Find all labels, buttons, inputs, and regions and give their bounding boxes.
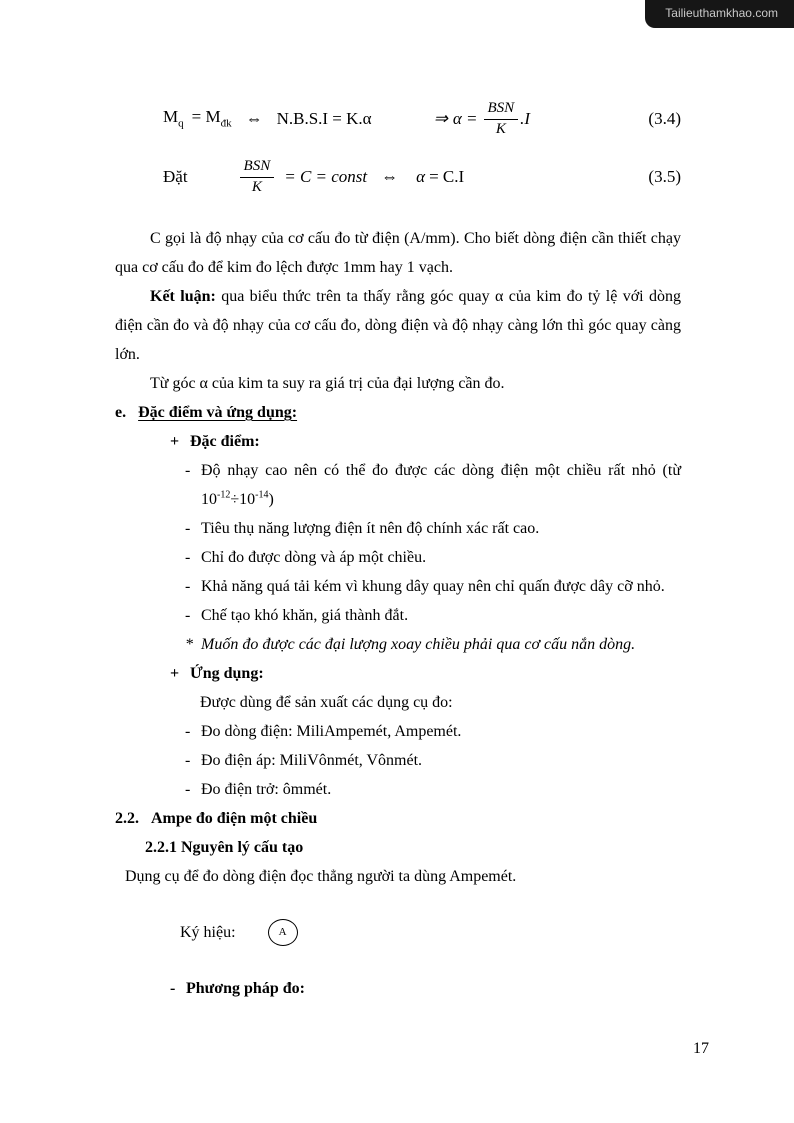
- applications-intro: Được dùng để sản xuất các dụng cụ đo:: [200, 694, 453, 711]
- fraction-bsn-k: [240, 157, 275, 197]
- rectifier-note-text: Muốn đo được các đại lượng xoay chiều phải qua cơ cấu nắn dòng.: [201, 636, 636, 653]
- measurement-method-title: Phương pháp đo:: [186, 980, 305, 997]
- subheading-features-title: Đặc điểm:: [190, 433, 260, 450]
- feature-item: [185, 514, 681, 543]
- iff-symbol: ⇔: [245, 108, 263, 128]
- feature-exponent-range: $10^{-12}\div 10^{-14}$): [201, 489, 274, 508]
- fraction-bsn-k: [484, 99, 519, 139]
- fraction-numerator: BSN: [243, 158, 271, 174]
- ammeter-symbol-icon: [268, 919, 298, 946]
- heading-e-title: Đặc điểm và ứng dụng:: [138, 404, 298, 421]
- dash-marker: -: [185, 520, 191, 537]
- conclusion-text: qua biểu thức trên ta thấy rằng góc quay α của kim đo tỷ lệ với dòng điện cần đo và độ nhạy của cơ cấu đo, dòng điện và độ nhạy càng lớn thì góc quay càng lớn.: [115, 288, 682, 363]
- feature-text: [201, 456, 681, 514]
- feature-item: [185, 456, 681, 514]
- feature-item: [185, 543, 681, 572]
- ammeter-letter: A: [278, 925, 287, 938]
- dash-marker: -: [185, 752, 191, 769]
- application-item: [185, 717, 681, 746]
- heading-features-applications: [115, 398, 681, 427]
- plus-marker: +: [170, 433, 180, 450]
- eq35-alpha: α: [416, 166, 426, 186]
- section-2-2-number: 2.2.: [115, 810, 139, 827]
- symbol-row: [180, 917, 681, 947]
- section-2-2-1-heading: 2.2.1 Nguyên lý cấu tạo: [145, 839, 304, 856]
- section-2-2-title: Ampe đo điện một chiều: [151, 810, 318, 827]
- application-text: Đo dòng điện: MiliAmpemét, Ampemét.: [201, 723, 462, 740]
- eq34-alpha: α =: [452, 108, 478, 128]
- measurement-method-heading: [170, 974, 681, 1003]
- equation-3-5: [163, 148, 681, 206]
- paragraph-angle: Từ góc α của kim ta suy ra giá trị của đại lượng cần đo.: [150, 375, 505, 392]
- watermark: Tailieuthamkhao.com: [645, 0, 794, 28]
- section-2-2-heading: [115, 804, 681, 833]
- rectifier-note: [185, 630, 681, 659]
- eq34-label: (3.4): [648, 108, 681, 128]
- star-marker: *: [185, 636, 193, 653]
- eq35-result: = C.I: [429, 166, 465, 186]
- exponent: -12: [217, 489, 231, 501]
- eq35-dat: Đặt: [163, 166, 188, 186]
- dash-marker: -: [185, 781, 191, 798]
- subheading-features: [170, 427, 681, 456]
- application-text: Đo điện áp: MiliVônmét, Vônmét.: [201, 752, 423, 769]
- eq35-label: (3.5): [648, 166, 681, 186]
- fraction-numerator: BSN: [487, 100, 515, 116]
- document-content: [115, 0, 681, 1003]
- feature-item: [185, 572, 681, 601]
- subscript-dk: đk: [220, 117, 232, 130]
- page-number: 17: [693, 1040, 709, 1057]
- application-item: [185, 746, 681, 775]
- dash-marker: -: [185, 723, 191, 740]
- exponent: -14: [255, 489, 269, 501]
- feature-text: Khả năng quá tải kém vì khung dây quay nên chỉ quấn được dây cỡ nhỏ.: [201, 578, 665, 595]
- subscript-q: q: [178, 117, 184, 130]
- fraction-denominator: K: [240, 177, 275, 198]
- symbol-label: Ký hiệu:: [180, 923, 236, 941]
- subheading-applications: [170, 659, 681, 688]
- feature-text: Tiêu thụ năng lượng điện ít nên độ chính xác rất cao.: [201, 520, 540, 537]
- feature-text-part: Độ nhạy cao nên có thể đo được các dòng điện một chiều rất nhỏ (từ: [201, 462, 681, 479]
- feature-item: [185, 601, 681, 630]
- eq34-tail: .I: [520, 108, 531, 128]
- application-text: Đo điện trở: ômmét.: [201, 781, 332, 798]
- dash-marker: -: [185, 578, 191, 595]
- iff-symbol: ⇔: [381, 166, 399, 186]
- heading-e-label: e.: [115, 404, 127, 421]
- conclusion-lead: Kết luận:: [150, 288, 216, 305]
- implies-symbol: ⇒: [433, 108, 448, 128]
- dash-marker: -: [185, 549, 191, 566]
- equation-3-4: [163, 90, 681, 148]
- eq35-const: = C = const: [284, 166, 368, 186]
- eq34-middle: N.B.S.I = K.α: [276, 108, 372, 128]
- eq34-lhs: $M_q = M_{đk}$: [163, 107, 232, 130]
- dash-marker: -: [185, 462, 191, 479]
- feature-text: Chế tạo khó khăn, giá thành đắt.: [201, 607, 409, 624]
- fraction-denominator: K: [484, 119, 519, 140]
- dash-marker: -: [170, 980, 176, 997]
- paragraph-sensitivity: C gọi là độ nhạy của cơ cấu đo từ điện (A/mm). Cho biết dòng điện cần thiết chạy qua cơ cấu đo để kim đo lệch được 1mm hay 1 vạch.: [115, 230, 681, 276]
- paragraph-conclusion: [115, 282, 681, 369]
- subheading-applications-title: Ứng dụng:: [190, 665, 264, 682]
- feature-text: Chỉ đo được dòng và áp một chiều.: [201, 549, 427, 566]
- application-item: [185, 775, 681, 804]
- ammeter-intro-paragraph: Dụng cụ để đo dòng điện đọc thẳng người ta dùng Ampemét.: [125, 868, 517, 885]
- dash-marker: -: [185, 607, 191, 624]
- plus-marker: +: [170, 665, 180, 682]
